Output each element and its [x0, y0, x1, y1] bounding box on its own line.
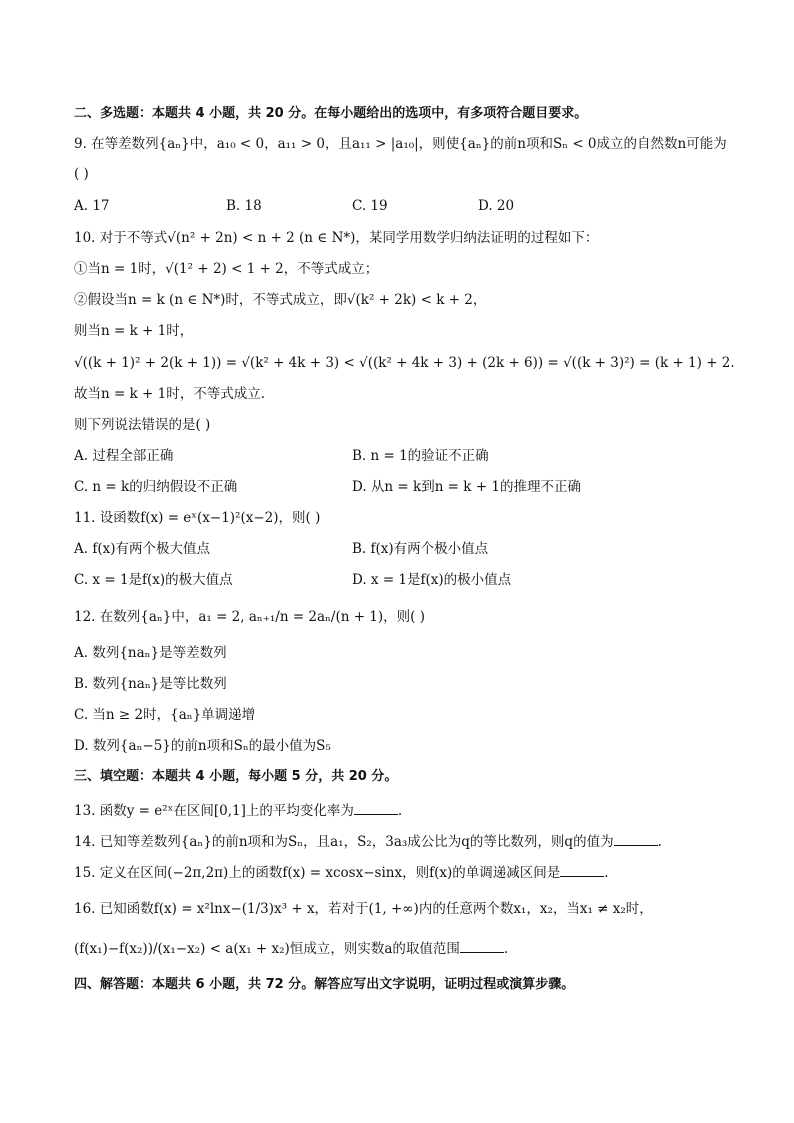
q13-answer-blank[interactable] — [354, 800, 398, 815]
q16-line2 — [74, 938, 508, 959]
section2-header: 二、多选题：本题共 4 小题，共 20 分。在每小题给出的选项中，有多项符合题目要求。 — [74, 106, 588, 121]
q13 — [74, 800, 402, 821]
section3-header: 三、填空题：本题共 4 小题，每小题 5 分，共 20 分。 — [74, 769, 398, 784]
q9-paren: ( ) — [74, 166, 89, 182]
q9-option-d: D. 20 — [478, 198, 515, 214]
q9-stem: 9. 在等差数列{aₙ}中，a₁₀ < 0，a₁₁ > 0，且a₁₁ > |a₁₀|，则使{aₙ}的前n项和Sₙ < 0成立的自然数n可能为 — [74, 136, 727, 152]
q14-period: . — [657, 834, 662, 850]
q12-option-a: A. 数列{naₙ}是等差数列 — [74, 645, 227, 661]
q10-option-c: C. n = k的归纳假设不正确 — [74, 479, 238, 495]
q10-derivation: √((k + 1)² + 2(k + 1)) = √(k² + 4k + 3) < √((k² + 4k + 3) + (2k + 6)) = √((k + 3)²) = (k + 1) + 2. — [74, 355, 735, 371]
q10-option-d: D. 从n = k到n = k + 1的推理不正确 — [352, 479, 581, 495]
q11-option-b: B. f(x)有两个极小值点 — [352, 541, 489, 557]
q16-line1: 16. 已知函数f(x) = x²lnx−(1/3)x³ + x，若对于(1, +∞)内的任意两个数x₁，x₂，当x₁ ≠ x₂时， — [74, 901, 653, 917]
q15-period: . — [604, 865, 609, 881]
q15-answer-blank[interactable] — [560, 862, 604, 877]
q10-stem: 10. 对于不等式√(n² + 2n) < n + 2 (n ∈ N*)，某同学用数学归纳法证明的过程如下： — [74, 230, 599, 246]
q14-text: 14. 已知等差数列{aₙ}的前n项和为Sₙ，且a₁，S₂，3a₃成公比为q的等比数列，则q的值为 — [74, 834, 614, 850]
q11-option-d: D. x = 1是f(x)的极小值点 — [352, 572, 512, 588]
section4-header: 四、解答题：本题共 6 小题，共 72 分。解答应写出文字说明，证明过程或演算步骤。 — [74, 977, 575, 992]
q12-option-c: C. 当n ≥ 2时，{aₙ}单调递增 — [74, 707, 256, 723]
q16-answer-blank[interactable] — [460, 938, 504, 953]
q10-option-b: B. n = 1的验证不正确 — [352, 448, 489, 464]
q10-step3: 则当n = k + 1时， — [74, 323, 194, 339]
q11-option-a: A. f(x)有两个极大值点 — [74, 541, 210, 557]
q10-question: 则下列说法错误的是( ) — [74, 417, 211, 433]
q12-stem: 12. 在数列{aₙ}中，a₁ = 2, aₙ₊₁/n = 2aₙ/(n + 1)，则( ) — [74, 609, 425, 625]
q15 — [74, 862, 609, 883]
q9-option-b: B. 18 — [226, 198, 262, 214]
q11-stem: 11. 设函数f(x) = eˣ(x−1)²(x−2)，则( ) — [74, 510, 321, 526]
q14-answer-blank[interactable] — [614, 831, 658, 846]
q12-option-d: D. 数列{aₙ−5}的前n项和Sₙ的最小值为S₅ — [74, 738, 331, 754]
q14 — [74, 831, 662, 852]
q10-step4: 故当n = k + 1时，不等式成立. — [74, 386, 266, 402]
q13-text: 13. 函数y = e²ˣ在区间[0,1]上的平均变化率为 — [74, 803, 354, 819]
q10-step2: ②假设当n = k (n ∈ N*)时，不等式成立，即√(k² + 2k) < k + 2， — [74, 292, 487, 308]
q9-option-c: C. 19 — [352, 198, 388, 214]
q10-step1: ①当n = 1时，√(1² + 2) < 1 + 2，不等式成立； — [74, 261, 379, 277]
q10-option-a: A. 过程全部正确 — [74, 448, 174, 464]
q16-period: . — [503, 941, 509, 957]
q13-period: . — [397, 803, 403, 819]
q16-text: (f(x₁)−f(x₂))/(x₁−x₂) < a(x₁ + x₂)恒成立，则实数a的取值范围 — [74, 941, 460, 957]
q11-option-c: C. x = 1是f(x)的极大值点 — [74, 572, 233, 588]
q9-option-a: A. 17 — [74, 198, 110, 214]
q15-text: 15. 定义在区间(−2π,2π)上的函数f(x) = xcosx−sinx，则f(x)的单调递减区间是 — [74, 865, 561, 881]
q12-option-b: B. 数列{naₙ}是等比数列 — [74, 676, 227, 692]
